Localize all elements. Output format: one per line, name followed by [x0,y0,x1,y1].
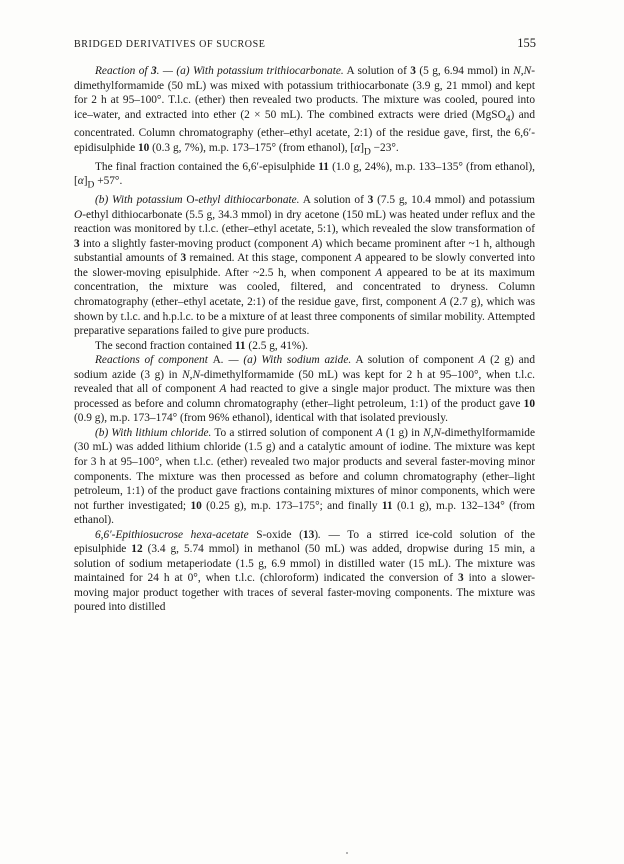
text-run: (3.4 g, 5.74 mmol) in methanol (50 mL) was added, dropwise during 15 min, a solution of sodium metaperiodate (1.5 g, 6.9 mmol) in distilled water (15 mL). The mixture was maintained for 24 h at 0°, when t.l.c. (chloroform) indicated the conversion of [74,543,535,585]
text-run: S-oxide ( [248,528,303,541]
text-run: — To a stirred ice-cold solution of the episulphide [74,528,535,556]
text-run: A [375,266,383,279]
text-run: A [375,426,383,439]
text-run: (1 g) in [382,426,424,439]
paragraph-ethyl-dithiocarbonate [74,193,535,338]
text-run: 11 [318,160,329,173]
text-run: (0.25 g), m.p. 173–175°; and finally [201,499,382,512]
text-run: N,N [513,65,532,77]
text-run: -ethyl dithiocarbonate. [194,194,300,207]
text-run: D [363,147,371,158]
text-run: (0.9 g), m.p. 173–174° (from 96% ethanol), identical with that isolated previously. [74,412,448,425]
text-run: (5 g, 6.94 mmol) in [415,65,514,77]
text-run: D [87,180,95,191]
text-run: 11 [234,339,246,352]
text-run: A solution of [299,194,368,207]
text-run: 6,6′-Epithiosucrose hexa-acetate [95,528,249,541]
text-run: ) which became prominent after ~1 h, although substantial amounts of [74,237,536,265]
text-run: ] [360,142,364,154]
text-run: remained. At this stage, component [186,252,355,265]
text-run: 3 [180,252,187,265]
text-run: -dimethylformamide (30 mL) was added lithium chloride (1.5 g) and a catalytic amount of iodine. The mixture was kept for 3 h at 95–100°, when t.l.c. (ether) revealed two major products and several faster-moving minor components. The mixture was then processed as before and column chromatography (ether–light petroleum, 1:1) of the product gave fractions containing mixtures of minor components, which were not further investigated; [74,426,535,512]
running-head-title: BRIDGED DERIVATIVES OF SUCROSE [74,39,266,50]
running-head [74,36,536,51]
text-run: A solution of component [351,354,479,367]
text-run: ) and concentrated. Column chromatography (ether–ethyl acetate, 2:1) of the residue gave, first, the 6,6′-epidisulphide [74,108,535,154]
text-run: A [439,296,447,308]
paragraph-s-oxide-13 [74,528,535,615]
text-run: (0.1 g), m.p. 132–134° (from ethanol). [74,499,535,527]
text-run: -ethyl dithiocarbonate (5.5 g, 34.3 mmol) in dry acetone (150 mL) was heated under reflux and the reaction was monitored by t.l.c. (ether–ethyl acetate, 5:1), which revealed the slow transformation of [74,208,535,236]
text-run: into a slower-moving major product together with traces of several faster-moving components. The mixture was poured into distilled [74,572,536,614]
text-run: Reaction of [95,65,151,77]
text-run: Reactions of component [95,354,213,367]
text-run: 3 [410,65,416,77]
page-number: 155 [517,36,536,50]
text-run: To a stirred solution of component [211,426,376,439]
text-run: 3 [367,194,374,207]
text-run: A [478,354,486,367]
text-run: N,N [182,368,201,381]
text-run: 12 [131,543,143,556]
text-run: appeared to be at its maximum concentration, the mixture was cooled, filtered, and concentrated to dryness. Column chromatography (ether–ethyl acetate, 2:1) of the residue gave, first, component [74,266,535,308]
text-run: N,N [423,426,442,439]
text-run: -dimethylformamide (50 mL) was kept for 2 h at 95–100°, when t.l.c. revealed that all of component [74,368,535,396]
text-run: O [186,194,195,207]
text-run: 13 [302,528,315,541]
text-run: -dimethylformamide (50 mL) was mixed with potassium trithiocarbonate (3.9 g, 21 mmol) and kept for 2 h at 95–100°. T.l.c. (ether) then revealed two products. The mixture was cooled, poured into ice–water, and extracted into ether (2 × 50 mL). The combined extracts were dried (MgSO [74,65,535,121]
page-speck [346,852,348,854]
paragraph-reaction-of-3-trithiocarbonate [74,64,535,160]
text-run: into a slightly faster-moving product (component [79,237,312,250]
body-text [74,64,535,615]
text-run: . [318,528,321,541]
text-run: The final fraction contained the 6,6′-episulphide [95,160,319,173]
text-run: A [212,354,221,367]
paragraph-lithium-chloride [74,426,535,528]
text-run: 3 [74,237,80,250]
text-run: (2.5 g, 41%). [245,339,308,352]
paragraph-component-a-sodium-azide [74,353,535,426]
text-run: α [354,142,361,154]
text-run: −23°. [370,142,399,154]
text-run: had reacted to give a single major product. The mixture was then processed as before and column chromatography (ether–light petroleum, 1:1) of the product gave [74,383,536,410]
text-run: . — (a) With sodium azide. [220,354,352,367]
paragraph-second-fraction [74,339,535,354]
text-run: ] [83,175,88,188]
text-run: α [77,175,84,188]
text-run: A [311,237,319,250]
text-run: A [354,252,362,265]
text-run: O [74,208,83,221]
text-run: . — (a) With potassium trithiocarbonate. [156,65,344,77]
text-run: +57°. [94,175,123,188]
text-run: (b) With potassium [95,194,187,207]
text-run: 10 [137,142,150,154]
text-run: 4 [505,113,511,124]
text-run: ) [314,528,319,541]
text-run: 3 [150,65,157,77]
text-run: appeared to be slowly converted into the slower-moving episulphide. After ~2.5 h, when component [74,252,535,279]
text-run: 10 [190,499,202,512]
text-run: 3 [457,572,464,585]
text-run: The second fraction contained [95,339,235,352]
text-run: A solution of [343,65,411,77]
text-run: (0.3 g, 7%), m.p. 173–175° (from ethanol), [ [149,142,355,154]
paragraph-final-fraction [74,160,535,193]
text-run: (7.5 g, 10.4 mmol) and potassium [373,194,535,207]
text-run: 10 [523,397,535,410]
text-run: (2 g) and sodium azide (3 g) in [74,354,535,381]
text-run: (1.0 g, 24%), m.p. 133–135° (from ethanol), [ [74,160,536,188]
text-run: (2.7 g), which was shown by t.l.c. and h.p.l.c. to be a mixture of at least three components of similar mobility. Attempted preparative separations failed to give pure products. [74,296,535,338]
text-run: 11 [381,499,393,512]
text-run: (b) With lithium chloride. [95,426,212,439]
text-run: A [219,383,227,396]
